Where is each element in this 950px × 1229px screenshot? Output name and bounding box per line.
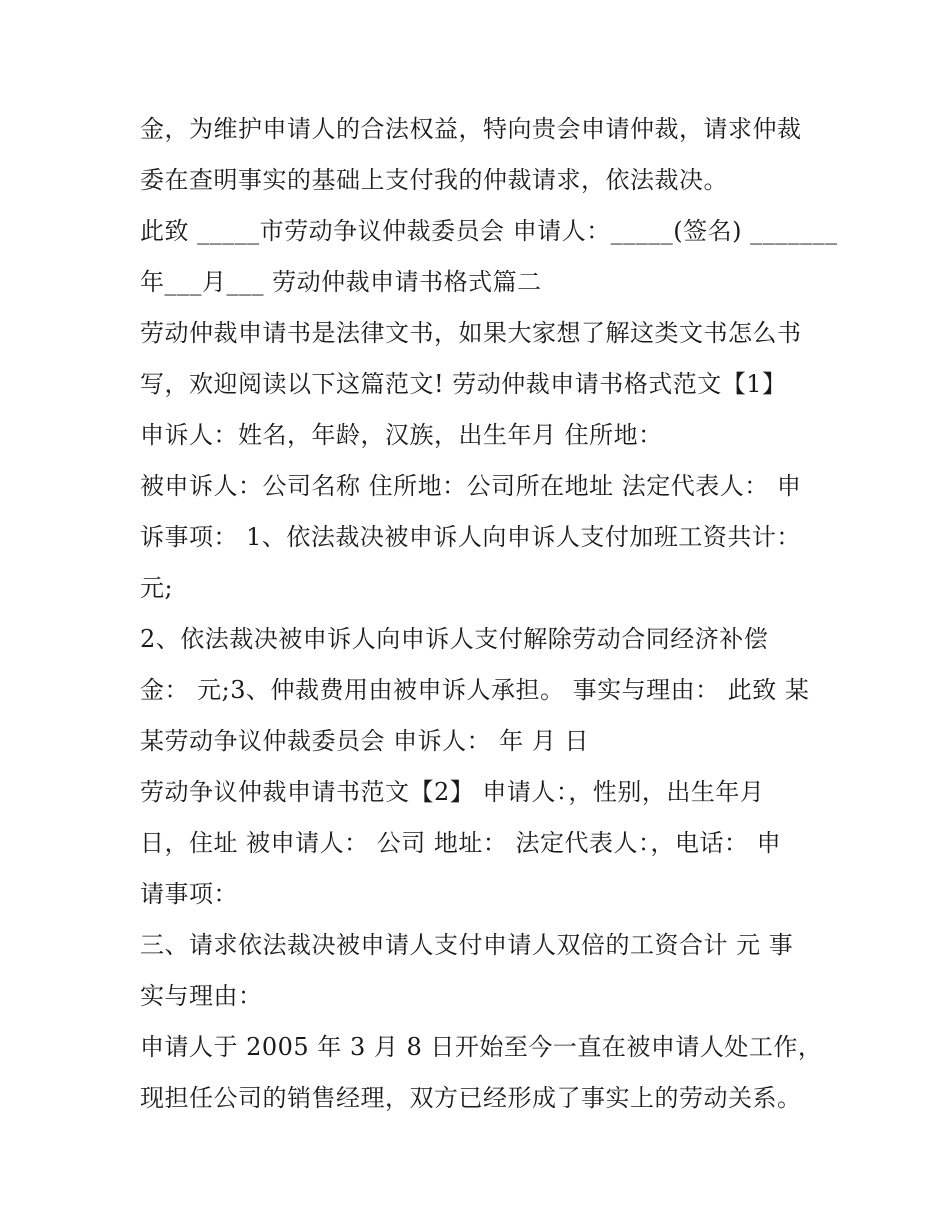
document-body [140,104,838,1124]
text-line: 委在查明事实的基础上支付我的仲裁请求，依法裁决。 [140,166,728,194]
text-line: 金： 元;3、仲裁费用由被申诉人承担。 事实与理由： 此致 某 [140,676,810,704]
text-line: 劳动仲裁申请书是法律文书，如果大家想了解这类文书怎么书 [140,319,802,347]
text-line: 日，住址 被申请人： 公司 地址： 法定代表人：，电话： 申 [140,829,782,857]
text-line: 金，为维护申请人的合法权益，特向贵会申请仲裁，请求仲裁 [140,115,802,143]
text-line: 年___月___ 劳动仲裁申请书格式篇二 [140,268,542,296]
text-line: 2、依法裁决被申诉人向申诉人支付解除劳动合同经济补偿 [140,625,769,653]
text-line: 实与理由： [140,982,263,1010]
text-line: 申请人于 2005 年 3 月 8 日开始至今一直在被申请人处工作， [140,1033,823,1061]
text-line: 劳动争议仲裁申请书范文【2】 申请人：，性别，出生年月 [140,778,765,806]
text-line: 此致 _____市劳动争议仲裁委员会 申请人：_____(签名) _______ [140,217,838,245]
text-line: 写，欢迎阅读以下这篇范文! 劳动仲裁申请书格式范文【1】 [140,370,787,398]
text-line: 某劳动争议仲裁委员会 申诉人： 年 月 日 [140,727,590,755]
text-line: 元; [140,574,174,602]
text-line: 三、请求依法裁决被申请人支付申请人双倍的工资合计 元 事 [140,931,794,959]
text-line: 请事项： [140,880,238,908]
text-line: 申诉人：姓名，年龄，汉族，出生年月 住所地： [140,421,663,449]
text-line: 诉事项： 1、依法裁决被申诉人向申诉人支付加班工资共计： [140,523,801,551]
text-line: 现担任公司的销售经理，双方已经形成了事实上的劳动关系。 [140,1084,802,1112]
text-line: 被申诉人：公司名称 住所地：公司所在地址 法定代表人： 申 [140,472,802,500]
